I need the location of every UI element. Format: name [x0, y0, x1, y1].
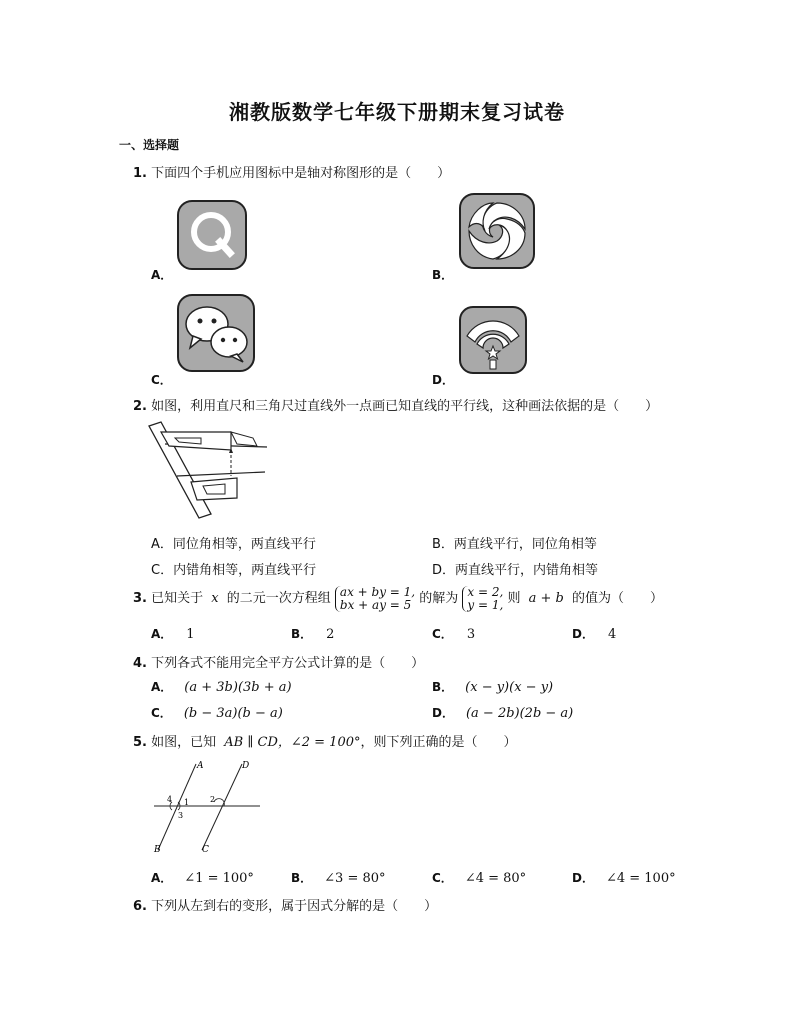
question-text: 则: [507, 591, 521, 606]
variable-x: x: [211, 591, 219, 606]
solution-x: x = 2,: [467, 584, 504, 599]
q5-option-b: [291, 869, 386, 886]
option-label: A．: [151, 627, 173, 641]
ruler-triangle-figure: [145, 420, 270, 520]
option-value: ∠4 = 100°: [605, 871, 676, 886]
section-heading: 一、选择题: [119, 138, 180, 152]
option-label: D．: [572, 871, 594, 885]
question-number: 5.: [133, 735, 147, 750]
solution-system: [462, 586, 503, 612]
question-text: ，则下列正确的是（ ）: [360, 735, 517, 750]
question-1: [133, 162, 450, 181]
option-label: B．: [291, 871, 313, 885]
angle-4-label: 4: [167, 795, 173, 804]
magnifier-q-icon: [177, 200, 247, 270]
question-3: [133, 584, 663, 614]
question-text: 下列从左到右的变形，属于因式分解的是（ ）: [151, 899, 438, 914]
question-number: 2.: [133, 399, 147, 414]
q5-option-d: [572, 869, 676, 886]
q4-option-d: [432, 704, 573, 721]
option-value: (a − 2b)(2b − a): [465, 706, 574, 721]
q3-option-a: [151, 625, 195, 642]
expression: a + b: [528, 591, 564, 606]
q5-option-a: [151, 869, 254, 886]
option-c-label: C．: [151, 373, 172, 387]
question-text: 下列各式不能用完全平方公式计算的是（ ）: [151, 656, 425, 671]
question-text: 的值为（ ）: [572, 591, 664, 606]
angle-2-label: 2: [210, 795, 216, 804]
option-value: (x − y)(x − y): [465, 680, 554, 695]
chat-bubbles-icon: [177, 294, 255, 372]
question-6: [133, 895, 437, 914]
option-label: C．: [151, 706, 172, 720]
q4-option-a: [151, 678, 292, 695]
solution-y: y = 1,: [467, 597, 504, 612]
question-2: [133, 395, 658, 414]
option-label: C．: [432, 871, 453, 885]
q2-option-a: A．同位角相等，两直线平行: [151, 537, 316, 552]
question-text: 下面四个手机应用图标中是轴对称图形的是（ ）: [151, 166, 451, 181]
point-b-label: B: [154, 845, 161, 855]
option-value: ∠1 = 100°: [184, 871, 254, 886]
option-value: 4: [607, 627, 617, 642]
option-value: (b − 3a)(b − a): [183, 706, 283, 721]
question-number: 6.: [133, 899, 147, 914]
question-4: [133, 652, 424, 671]
equation-2: bx + ay = 5: [339, 597, 412, 612]
option-value: ∠3 = 80°: [324, 871, 386, 886]
option-value: 3: [466, 627, 476, 642]
option-value: 2: [326, 627, 335, 642]
q3-option-c: [432, 625, 475, 642]
option-label: D．: [572, 627, 594, 641]
q3-option-d: [572, 625, 616, 642]
option-label: A．: [151, 680, 173, 694]
q3-option-b: [291, 625, 334, 642]
q4-option-b: [432, 678, 553, 695]
option-label: D．: [432, 706, 454, 720]
angle-1-label: 1: [184, 798, 190, 807]
question-text: 已知关于: [151, 591, 204, 606]
q5-option-c: [432, 869, 526, 886]
q2-option-b: B．两直线平行，同位角相等: [432, 537, 597, 552]
option-label: B．: [432, 680, 454, 694]
option-label: B．: [291, 627, 313, 641]
point-a-label: A: [197, 761, 204, 771]
option-d-label: D．: [432, 373, 454, 387]
option-label: A．: [151, 871, 173, 885]
question-5: [133, 731, 517, 750]
question-number: 1.: [133, 166, 147, 181]
option-value: 1: [186, 627, 195, 642]
option-b-label: B．: [432, 268, 454, 282]
angle-3-label: 3: [178, 811, 184, 820]
q4-option-c: [151, 704, 283, 721]
point-d-label: D: [242, 761, 250, 771]
option-value: (a + 3b)(3b + a): [184, 680, 292, 695]
page-title: 湘教版数学七年级下册期末复习试卷: [229, 100, 565, 124]
option-value: ∠4 = 80°: [464, 871, 527, 886]
option-label: C．: [432, 627, 453, 641]
question-text: 的解为: [419, 591, 459, 606]
swirl-icon: [459, 193, 535, 269]
question-number: 4.: [133, 656, 147, 671]
q2-option-c: C．内错角相等，两直线平行: [151, 563, 317, 578]
question-text: 如图，利用直尺和三角尺过直线外一点画已知直线的平行线，这种画法依据的是（ ）: [151, 399, 659, 414]
question-text: 的二元一次方程组: [226, 591, 331, 606]
option-a-label: A．: [151, 268, 173, 282]
equation-1: ax + by = 1,: [339, 584, 416, 599]
q2-option-d: D．两直线平行，内错角相等: [432, 563, 599, 578]
wifi-fan-icon: [459, 306, 527, 374]
point-c-label: C: [202, 845, 209, 855]
question-number: 3.: [133, 591, 147, 606]
parallel-lines-figure: [150, 758, 265, 856]
condition: AB ∥ CD，∠2 = 100°: [224, 735, 361, 750]
question-text: 如图，已知: [151, 735, 217, 750]
equation-system: [335, 586, 415, 612]
